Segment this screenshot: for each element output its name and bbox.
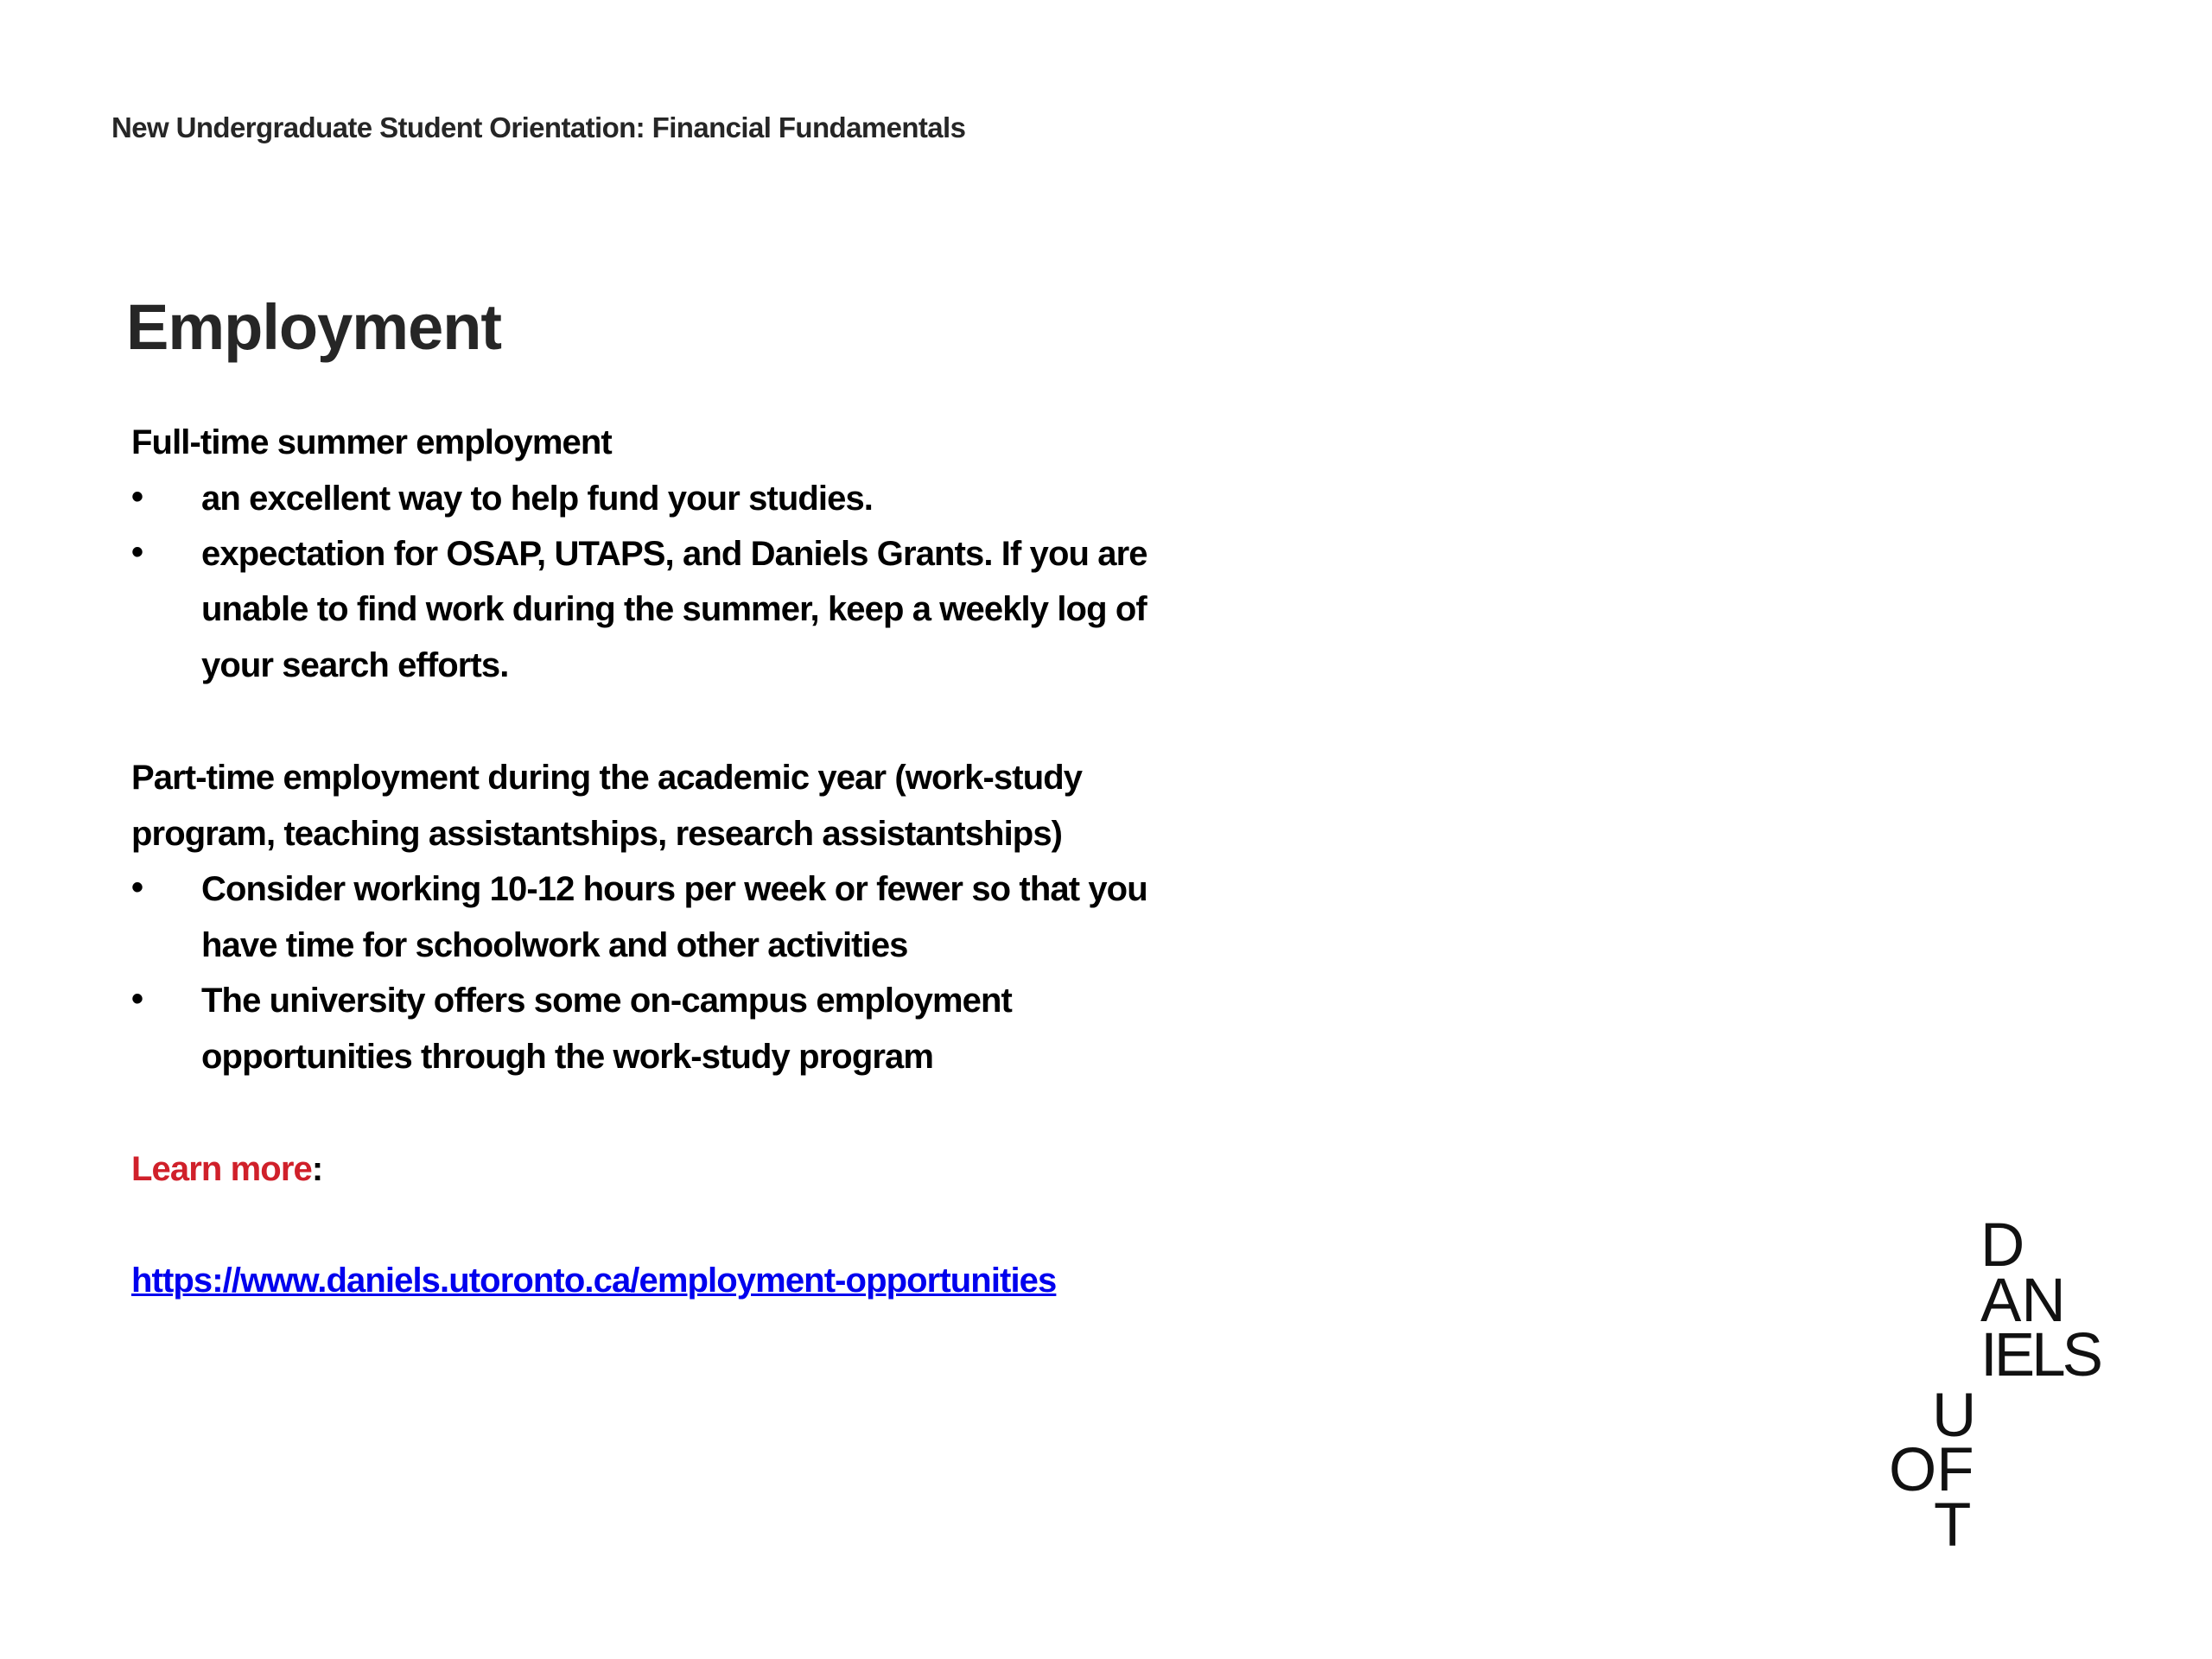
bullet-text: your search efforts. xyxy=(201,646,509,684)
section-heading-parttime: program, teaching assistantships, research assistantships) xyxy=(131,815,1063,853)
bullet-icon: • xyxy=(131,980,144,1018)
logo-row: D xyxy=(1980,1211,2025,1280)
bullet-text: have time for schoolwork and other activities xyxy=(201,926,908,964)
bullet-icon: • xyxy=(131,533,144,571)
learn-more-label: Learn more xyxy=(131,1150,312,1188)
bullet-icon: • xyxy=(131,478,144,516)
learn-more xyxy=(131,1148,322,1190)
logo-row: IELS xyxy=(1980,1321,2100,1389)
bullet-text: Consider working 10-12 hours per week or fewer so that you xyxy=(201,870,1147,908)
bullet-icon: • xyxy=(131,868,144,906)
logo-row: AN xyxy=(1980,1267,2066,1335)
logo-row: T xyxy=(1934,1491,1972,1560)
bullet-text: The university offers some on-campus employment xyxy=(201,982,1012,1020)
employment-opportunities-link[interactable]: https://www.daniels.utoronto.ca/employment-opportunities xyxy=(131,1262,1057,1300)
presentation-subtitle: New Undergraduate Student Orientation: Financial Fundamentals xyxy=(111,111,966,143)
logo-row: OF xyxy=(1889,1436,1974,1504)
bullet-text: opportunities through the work-study program xyxy=(201,1038,934,1076)
bullet-text: unable to find work during the summer, keep a weekly log of xyxy=(201,590,1147,628)
bullet-text: an excellent way to help fund your studies. xyxy=(201,480,874,518)
slide-title: Employment xyxy=(126,291,502,363)
bullet-text: expectation for OSAP, UTAPS, and Daniels Grants. If you are xyxy=(201,535,1147,573)
learn-more-colon: : xyxy=(311,1150,323,1188)
section-heading-fulltime: Full-time summer employment xyxy=(131,423,612,461)
logo-row: U xyxy=(1932,1382,1977,1450)
section-heading-parttime: Part-time employment during the academic year (work-study xyxy=(131,759,1083,797)
